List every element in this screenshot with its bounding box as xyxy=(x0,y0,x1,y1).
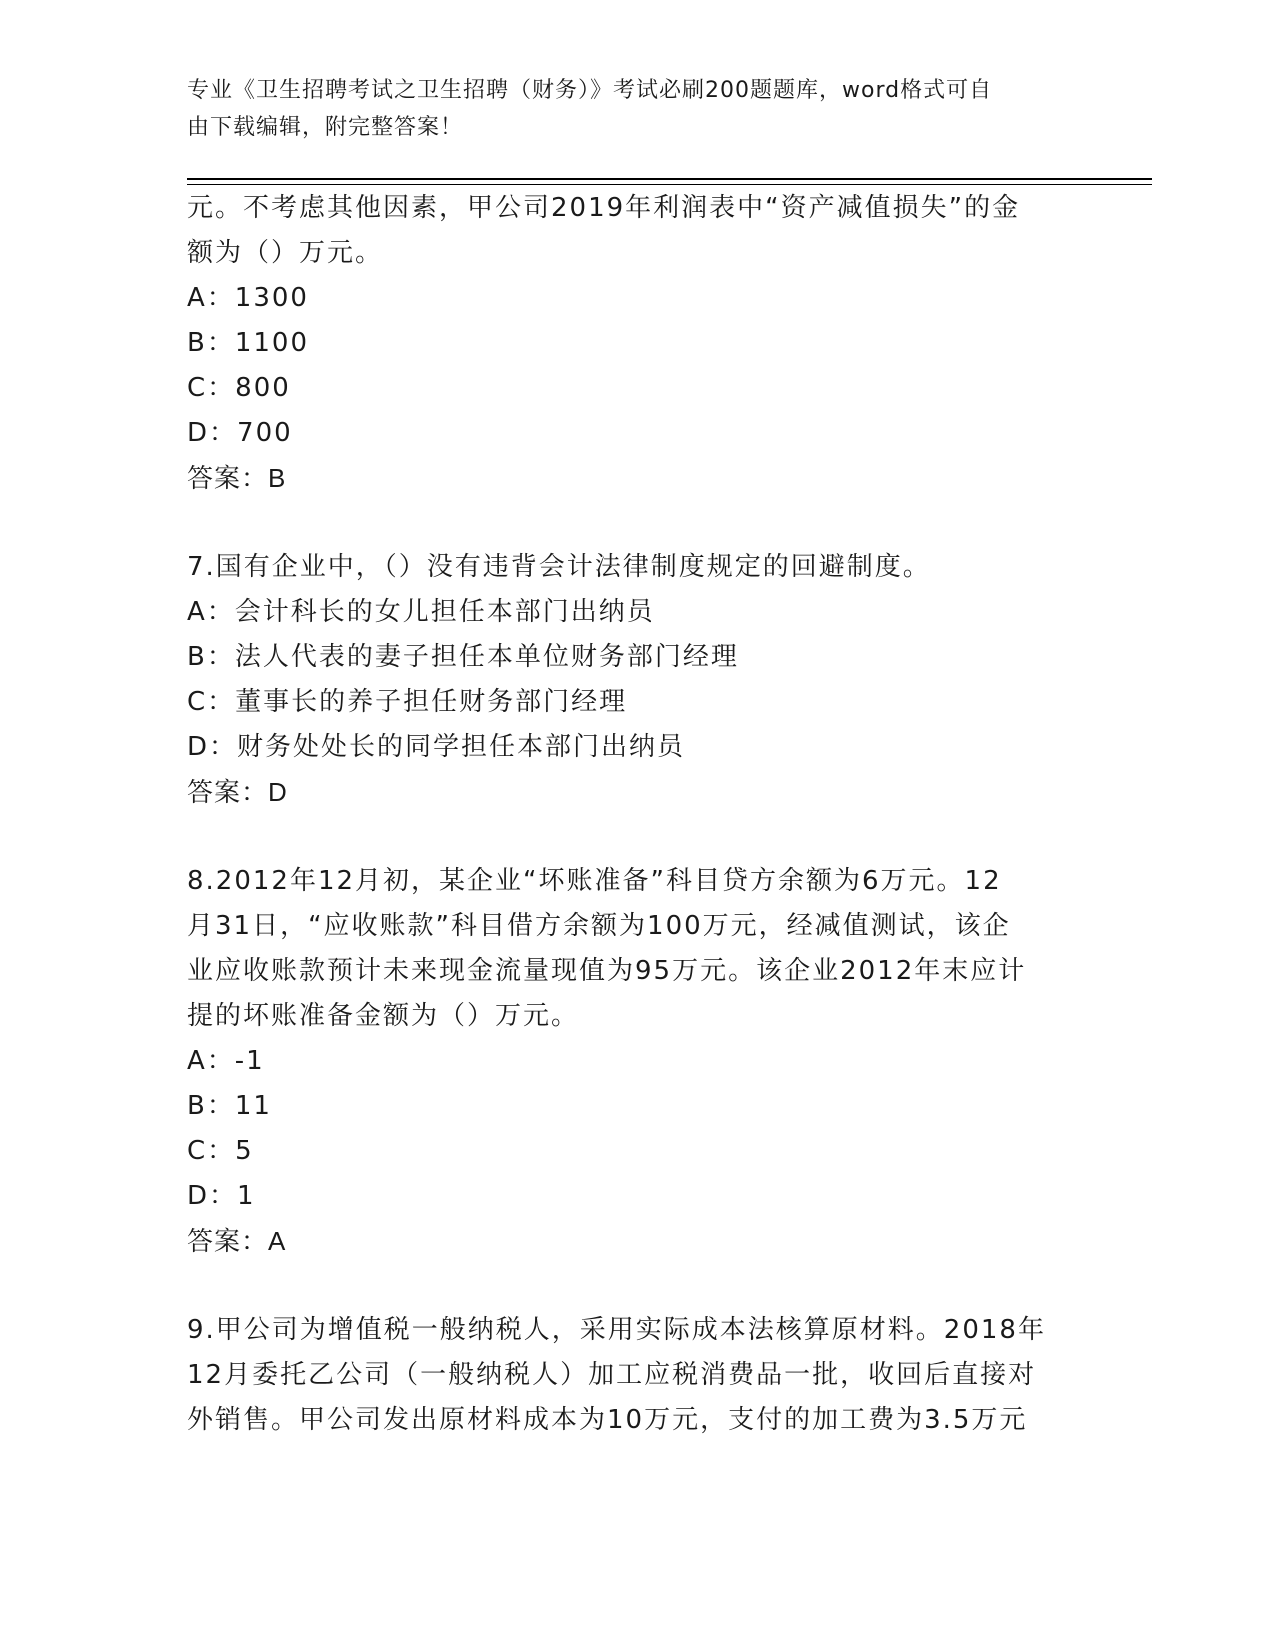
question-stem-line: 额为（）万元。 xyxy=(187,238,384,268)
question-stem-line: 元。不考虑其他因素，甲公司2019年利润表中“资产减值损失”的金 xyxy=(187,193,1021,223)
question-8 xyxy=(187,859,1077,1264)
header-title-line-2: 由下载编辑，附完整答案！ xyxy=(187,115,464,140)
question-spacer xyxy=(187,815,1077,859)
header-title-line-1: 专业《卫生招聘考试之卫生招聘（财务）》考试必刷200题题库，word格式可自 xyxy=(187,78,993,103)
document-body xyxy=(187,186,1077,1443)
option-b: B：11 xyxy=(187,1091,272,1121)
option-d: D：1 xyxy=(187,1181,256,1211)
option-c: C：800 xyxy=(187,373,291,403)
option-c: C：董事长的养子担任财务部门经理 xyxy=(187,687,628,717)
header-divider-thick xyxy=(187,178,1152,180)
question-stem-line: 月31日，“应收账款”科目借方余额为100万元，经减值测试，该企 xyxy=(187,911,1011,941)
answer-line: 答案：B xyxy=(187,463,287,493)
option-d: D：财务处处长的同学担任本部门出纳员 xyxy=(187,732,686,762)
header-divider-thin xyxy=(187,184,1152,185)
question-stem-line: 9.甲公司为增值税一般纳税人，采用实际成本法核算原材料。2018年 xyxy=(187,1315,1046,1345)
option-b: B：1100 xyxy=(187,328,310,358)
answer-line: 答案：D xyxy=(187,777,288,807)
question-spacer xyxy=(187,501,1077,545)
option-b: B：法人代表的妻子担任本单位财务部门经理 xyxy=(187,642,739,672)
question-6 xyxy=(187,186,1077,501)
question-stem-line: 外销售。甲公司发出原材料成本为10万元，支付的加工费为3.5万元 xyxy=(187,1405,1028,1435)
question-stem-line: 提的坏账准备金额为（）万元。 xyxy=(187,1001,580,1031)
question-stem-line: 业应收账款预计未来现金流量现值为95万元。该企业2012年末应计 xyxy=(187,956,1027,986)
page-header xyxy=(187,72,1067,146)
question-spacer xyxy=(187,1264,1077,1308)
option-a: A：会计科长的女儿担任本部门出纳员 xyxy=(187,597,655,627)
question-stem-line: 12月委托乙公司（一般纳税人）加工应税消费品一批，收回后直接对 xyxy=(187,1360,1037,1390)
question-stem-line: 7.国有企业中，（）没有违背会计法律制度规定的回避制度。 xyxy=(187,552,931,582)
option-a: A：-1 xyxy=(187,1046,265,1076)
option-c: C：5 xyxy=(187,1136,254,1166)
question-stem-line: 8.2012年12月初，某企业“坏账准备”科目贷方余额为6万元。12 xyxy=(187,866,1002,896)
question-7 xyxy=(187,545,1077,815)
answer-line: 答案：A xyxy=(187,1226,287,1256)
question-9 xyxy=(187,1308,1077,1443)
option-d: D：700 xyxy=(187,418,293,448)
option-a: A：1300 xyxy=(187,283,309,313)
